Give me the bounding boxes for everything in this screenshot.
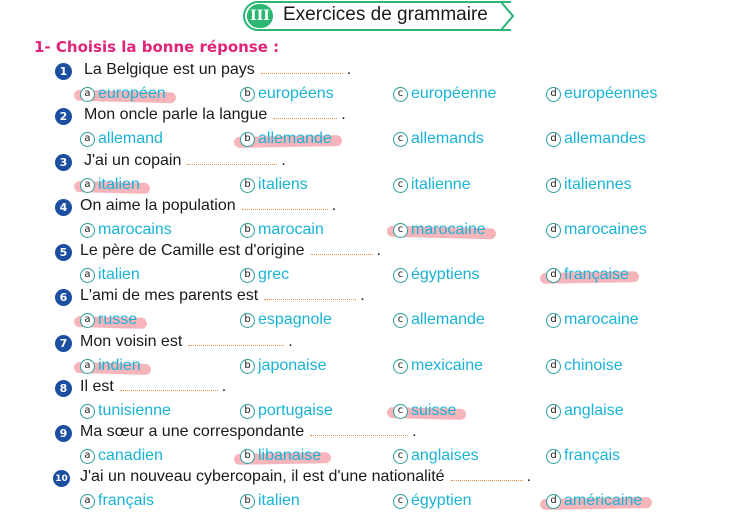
- option-label: chinoise: [564, 357, 623, 374]
- option-letter-badge: c: [393, 494, 408, 509]
- option-label: français: [98, 492, 155, 509]
- question-period: .: [360, 287, 365, 304]
- answer-blank[interactable]: [273, 106, 337, 119]
- option-c[interactable]: [393, 174, 471, 196]
- option-letter-badge: b: [240, 449, 255, 464]
- option-c[interactable]: [393, 83, 496, 105]
- question-prompt: Il est: [80, 378, 114, 395]
- option-label: allemands: [411, 130, 484, 147]
- option-letter-badge: c: [393, 132, 408, 147]
- option-label: grec: [258, 266, 290, 283]
- option-a[interactable]: [80, 445, 163, 467]
- option-d[interactable]: [546, 128, 646, 150]
- option-c[interactable]: [393, 219, 486, 241]
- option-a[interactable]: [80, 128, 163, 150]
- exercise-header: [243, 0, 515, 33]
- option-letter-badge: b: [240, 313, 255, 328]
- question-prompt: L'ami de mes parents est: [80, 287, 259, 304]
- option-letter-badge: b: [240, 223, 255, 238]
- option-letter-badge: d: [546, 313, 561, 328]
- option-c[interactable]: [393, 264, 480, 286]
- option-label: anglaises: [411, 447, 479, 464]
- question-text: [84, 61, 351, 79]
- option-label: française: [564, 266, 629, 283]
- option-label: européennes: [564, 85, 658, 102]
- option-c[interactable]: [393, 128, 484, 150]
- option-letter-badge: a: [80, 494, 95, 509]
- question-number-badge: 5: [55, 244, 72, 261]
- option-label: japonaise: [258, 357, 327, 374]
- instruction-title: 1- Choisis la bonne réponse :: [34, 38, 280, 56]
- option-letter-badge: b: [240, 404, 255, 419]
- option-letter-badge: d: [546, 494, 561, 509]
- option-letter-badge: d: [546, 268, 561, 283]
- option-c[interactable]: [393, 445, 479, 467]
- option-label: italienne: [411, 176, 471, 193]
- option-b[interactable]: [240, 174, 308, 196]
- option-letter-badge: b: [240, 268, 255, 283]
- option-d[interactable]: [546, 445, 620, 467]
- option-label: mexicaine: [411, 357, 484, 374]
- option-letter-badge: b: [240, 494, 255, 509]
- question-prompt: Ma sœur a une correspondante: [80, 423, 305, 440]
- question-text: [80, 468, 531, 486]
- answer-blank[interactable]: [451, 468, 523, 481]
- option-letter-badge: c: [393, 313, 408, 328]
- question-prompt: La Belgique est un pays: [84, 61, 255, 78]
- option-label: italien: [98, 266, 140, 283]
- option-c[interactable]: [393, 355, 483, 377]
- question-number-badge: 6: [55, 289, 72, 306]
- question-period: .: [341, 106, 346, 123]
- question-text: [80, 287, 365, 305]
- question-prompt: Le père de Camille est d'origine: [80, 242, 305, 259]
- option-d[interactable]: [546, 355, 623, 377]
- option-letter-badge: a: [80, 178, 95, 193]
- option-letter-badge: a: [80, 223, 95, 238]
- option-letter-badge: d: [546, 223, 561, 238]
- option-b[interactable]: [240, 264, 289, 286]
- answer-blank[interactable]: [310, 423, 408, 436]
- option-b[interactable]: [240, 309, 332, 331]
- option-label: égyptien: [411, 492, 472, 509]
- question-number-badge: 10: [53, 470, 70, 487]
- option-letter-badge: d: [546, 449, 561, 464]
- answer-blank[interactable]: [311, 242, 373, 255]
- question-number-badge: 7: [55, 335, 72, 352]
- option-a[interactable]: [80, 174, 140, 196]
- option-letter-badge: d: [546, 404, 561, 419]
- question-period: .: [346, 61, 352, 78]
- option-d[interactable]: [546, 490, 642, 512]
- option-label: tunisienne: [98, 402, 171, 419]
- option-d[interactable]: [546, 174, 632, 196]
- question-text: [80, 333, 293, 351]
- option-b[interactable]: [240, 83, 334, 105]
- option-letter-badge: c: [393, 449, 408, 464]
- option-letter-badge: d: [546, 359, 561, 374]
- option-label: libanaise: [258, 447, 322, 464]
- option-letter-badge: a: [80, 404, 95, 419]
- question-period: .: [412, 423, 417, 440]
- option-letter-badge: d: [546, 178, 561, 193]
- question-text: [84, 152, 286, 170]
- option-letter-badge: b: [240, 178, 255, 193]
- option-letter-badge: d: [546, 132, 561, 147]
- option-a[interactable]: [80, 219, 172, 241]
- option-label: égyptiens: [411, 266, 480, 283]
- option-b[interactable]: [240, 400, 333, 422]
- option-c[interactable]: [393, 400, 456, 422]
- question-number-badge: 4: [55, 199, 72, 216]
- option-a[interactable]: [80, 309, 137, 331]
- option-a[interactable]: [80, 355, 141, 377]
- question-text: [80, 242, 381, 260]
- option-a[interactable]: [80, 264, 140, 286]
- answer-blank[interactable]: [120, 378, 218, 391]
- option-b[interactable]: [240, 219, 324, 241]
- section-number-badge: III: [247, 4, 273, 28]
- option-label: allemand: [98, 130, 163, 147]
- option-b[interactable]: [240, 445, 321, 467]
- answer-blank[interactable]: [261, 61, 343, 74]
- question-text: [80, 423, 417, 441]
- question-number-badge: 1: [55, 63, 72, 80]
- question-number-badge: 9: [55, 425, 72, 442]
- option-letter-badge: a: [80, 268, 95, 283]
- question-period: .: [281, 152, 286, 169]
- question-number-badge: 2: [55, 108, 72, 125]
- answer-blank[interactable]: [264, 287, 356, 300]
- question-text: [84, 106, 346, 124]
- option-label: italiens: [258, 176, 308, 193]
- option-letter-badge: c: [393, 178, 408, 193]
- option-label: canadien: [98, 447, 163, 464]
- option-label: allemande: [411, 311, 485, 328]
- option-d[interactable]: [546, 309, 639, 331]
- question-prompt: On aime la population: [80, 197, 236, 214]
- question-period: .: [331, 197, 337, 214]
- question-prompt: Mon voisin est: [80, 333, 183, 350]
- question-prompt: Mon oncle parle la langue: [84, 106, 268, 123]
- option-d[interactable]: [546, 83, 657, 105]
- option-label: européen: [98, 85, 166, 102]
- question-number-badge: 8: [55, 380, 72, 397]
- option-letter-badge: b: [240, 132, 255, 147]
- option-label: européens: [258, 85, 334, 102]
- option-letter-badge: a: [80, 359, 95, 374]
- option-label: marocain: [258, 221, 324, 238]
- option-d[interactable]: [546, 400, 624, 422]
- option-label: espagnole: [258, 311, 332, 328]
- option-label: allemande: [258, 130, 332, 147]
- option-label: russe: [98, 311, 138, 328]
- option-letter-badge: c: [393, 268, 408, 283]
- question-text: [80, 197, 336, 215]
- question-period: .: [288, 333, 293, 350]
- question-text: [80, 378, 226, 396]
- option-label: américaine: [564, 492, 643, 509]
- option-letter-badge: a: [80, 132, 95, 147]
- page-title: Exercices de grammaire: [283, 4, 488, 25]
- option-letter-badge: d: [546, 87, 561, 102]
- option-letter-badge: c: [393, 359, 408, 374]
- option-label: marocaines: [564, 221, 647, 238]
- option-a[interactable]: [80, 400, 171, 422]
- option-label: italiennes: [564, 176, 632, 193]
- option-b[interactable]: [240, 128, 332, 150]
- question-period: .: [221, 378, 227, 395]
- option-label: français: [564, 447, 621, 464]
- option-b[interactable]: [240, 355, 327, 377]
- question-number-badge: 3: [55, 154, 72, 171]
- question-prompt: J'ai un copain: [84, 152, 182, 169]
- option-label: allemandes: [564, 130, 646, 147]
- option-letter-badge: c: [393, 404, 408, 419]
- option-label: marocains: [98, 221, 172, 238]
- option-a[interactable]: [80, 83, 166, 105]
- answer-blank[interactable]: [242, 197, 328, 210]
- question-period: .: [526, 468, 532, 485]
- question-prompt: J'ai un nouveau cybercopain, il est d'une nationalité: [80, 468, 445, 485]
- option-d[interactable]: [546, 264, 629, 286]
- option-label: suisse: [411, 402, 457, 419]
- option-letter-badge: b: [240, 359, 255, 374]
- option-b[interactable]: [240, 490, 300, 512]
- option-letter-badge: b: [240, 87, 255, 102]
- answer-blank[interactable]: [188, 333, 284, 346]
- option-label: marocaine: [564, 311, 639, 328]
- option-d[interactable]: [546, 219, 647, 241]
- question-period: .: [376, 242, 381, 259]
- option-c[interactable]: [393, 490, 472, 512]
- option-label: indien: [98, 357, 141, 374]
- option-label: portugaise: [258, 402, 333, 419]
- option-label: anglaise: [564, 402, 624, 419]
- option-label: italien: [258, 492, 300, 509]
- option-letter-badge: c: [393, 223, 408, 238]
- option-c[interactable]: [393, 309, 485, 331]
- option-letter-badge: c: [393, 87, 408, 102]
- answer-blank[interactable]: [187, 152, 277, 165]
- option-letter-badge: a: [80, 449, 95, 464]
- option-a[interactable]: [80, 490, 154, 512]
- option-letter-badge: a: [80, 87, 95, 102]
- option-letter-badge: a: [80, 313, 95, 328]
- option-label: italien: [98, 176, 140, 193]
- option-label: marocaine: [411, 221, 486, 238]
- option-label: européenne: [411, 85, 497, 102]
- header-arrow-tail: [501, 1, 515, 31]
